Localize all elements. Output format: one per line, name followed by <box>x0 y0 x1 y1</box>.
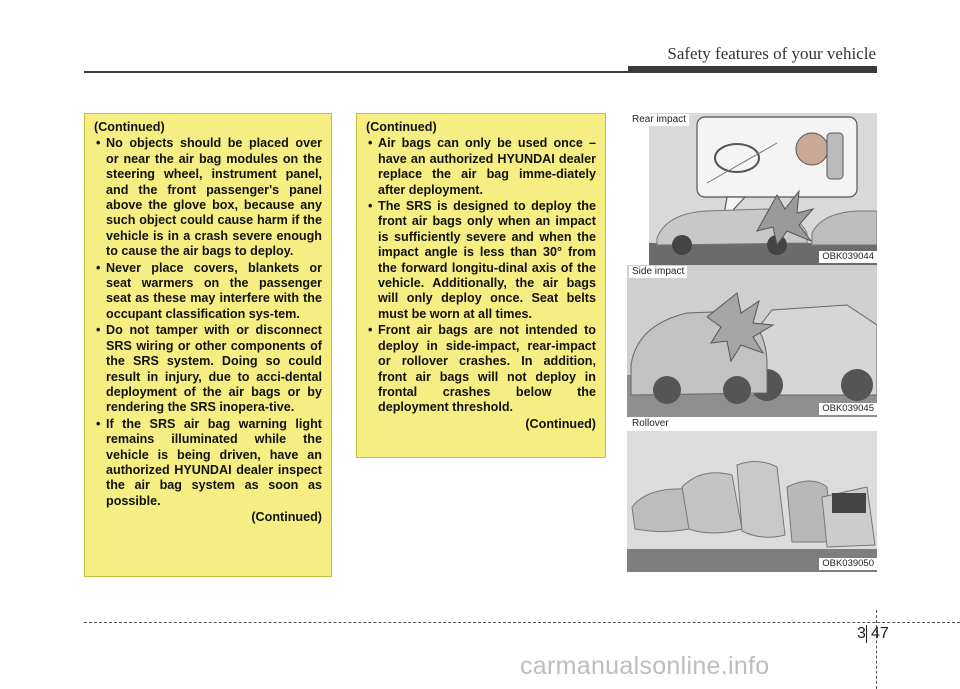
watermark: carmanualsonline.info <box>520 652 770 680</box>
figure-rear-impact <box>627 113 877 265</box>
warning-item: • No objects should be placed over or near the air bag modules on the steering wheel, instrument panel, and the front passenger's panel above the glove box, because any such object could cause harm if the vehicle is in a crash severe enough to cause the air bags to deploy. <box>94 136 322 259</box>
figure-rollover <box>627 417 877 572</box>
figure-label: Rollover <box>629 418 672 430</box>
figure-code: OBK039045 <box>819 403 877 415</box>
continued-label-bottom: (Continued) <box>251 510 322 525</box>
continued-label-bottom: (Continued) <box>525 416 596 431</box>
warning-item: • Never place covers, blankets or seat warmers on the passenger seat as these may interfere with the occupant classification sys-tem. <box>94 261 322 323</box>
warning-list <box>94 136 322 509</box>
chapter-number: 3 <box>857 625 866 642</box>
warning-box-middle <box>356 113 606 458</box>
page-number: 47 <box>871 625 889 642</box>
warning-item: • If the SRS air bag warning light remains illuminated while the vehicle is being driven, have an authorized HYUNDAI dealer inspect the air bag system as soon as possible. <box>94 417 322 509</box>
warning-list <box>366 136 596 415</box>
warning-item: • Do not tamper with or disconnect SRS wiring or other components of the SRS system. Doing so could result in injury, due to acci-dental deployment of the air bags or by rendering the SRS inopera-tive. <box>94 323 322 415</box>
rollover-illustration <box>627 417 877 572</box>
figure-label: Rear impact <box>629 114 689 126</box>
figure-code: OBK039050 <box>819 558 877 570</box>
figure-side-impact <box>627 265 877 417</box>
warning-item: • Air bags can only be used once – have an authorized HYUNDAI dealer replace the air bag imme-diately after deployment. <box>366 136 596 198</box>
continued-label-top: (Continued) <box>366 120 437 134</box>
side-impact-illustration <box>627 265 877 417</box>
figure-label: Side impact <box>629 266 687 278</box>
figure-code: OBK039044 <box>819 251 877 263</box>
warning-item: • The SRS is designed to deploy the front air bags only when an impact is sufficiently severe and when the impact angle is less than 30° from the forward longitu-dinal axis of the vehicle. Additionally, the air bags will only deploy once. Seat belts must be worn at all times. <box>366 199 596 322</box>
warning-box-left <box>84 113 332 577</box>
warning-item: • Front air bags are not intended to deploy in side-impact, rear-impact or rollover crashes. In addition, front air bags will not deploy in frontal crashes below the deployment threshold. <box>366 323 596 415</box>
rear-impact-illustration <box>627 113 877 265</box>
continued-label-top: (Continued) <box>94 120 165 134</box>
header-rule-accent <box>628 66 877 72</box>
page-header-title: Safety features of your vehicle <box>667 44 876 63</box>
footer-crop-mark <box>876 610 877 689</box>
page-separator <box>866 625 867 643</box>
footer-rule <box>84 622 960 623</box>
